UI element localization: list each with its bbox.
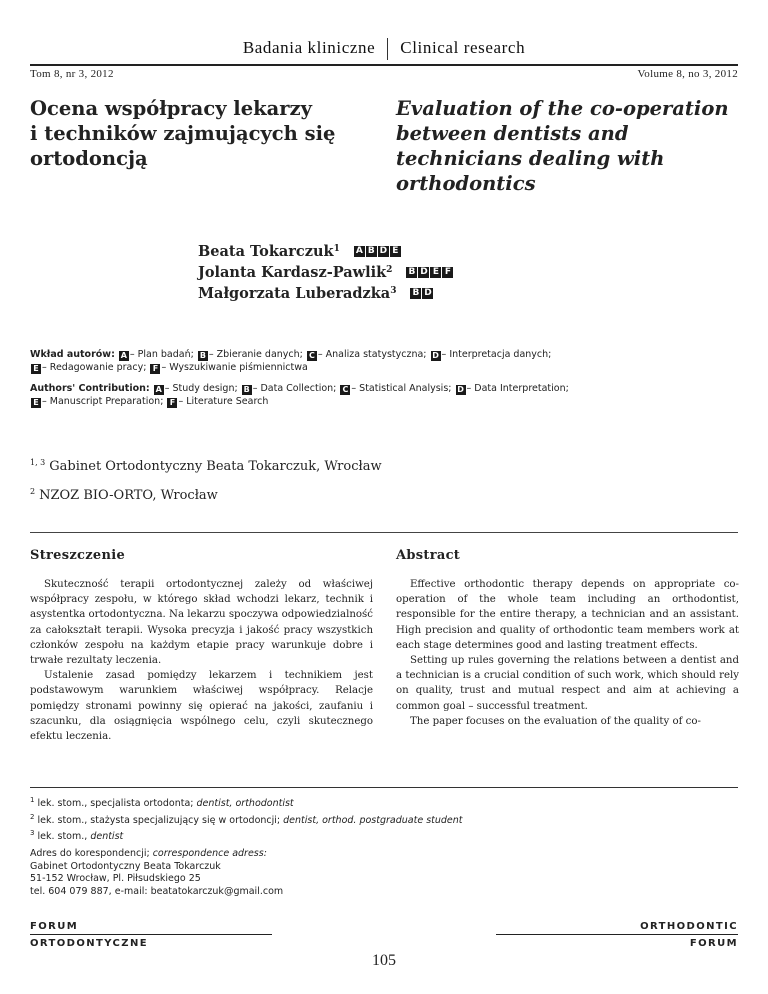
page-number: 105 <box>372 952 396 969</box>
author-1 <box>198 238 454 259</box>
abstract-body-en: Effective orthodontic therapy depends on appropriate co-operation of the whole team including an orthodontist, responsible for the entire therapy, a technician and an assistant. High precision and quality of orthodontic team members work at each stage determines good and lasting treatment effects. Setting up rules governing the relations between a dentist and a technician is a crucial condition of such work, which should rely on quality, trust and mutual respect and aim at achieving a common goal – successful treatment. The paper focuses on the evaluation of the quality of co- <box>396 579 739 727</box>
contribution-key-badge: C <box>340 385 350 395</box>
author-list <box>198 238 454 301</box>
abstract-body-pl: Skuteczność terapii ortodontycznej zależy od właściwej współpracy zespołu, w którego skład wchodzi lekarz, technik i asystentka ortodontyczna. Na lekarzu spoczywa odpowiedzialność za całokształt terapii. Wysoka precyzja i jakość pracy wszystkich członków zespołu na każdym etapie pracy warunkuje dobre i trwałe rezultaty leczenia. Ustalenie zasad pomiędzy lekarzem i technikiem jest podstawowym warunkiem właściwej współpracy. Relacje pomiędzy stronami powinny się opierać na jakości, zaufaniu i szacunku, dla osiągnięcia wspólnego celu, czyli skutecznego efektu leczenia. <box>30 579 373 743</box>
author-affiliation-mark: 2 <box>386 265 393 275</box>
contribution-lead: Authors' Contribution: <box>30 383 150 394</box>
contribution-key-badge: A <box>155 385 162 394</box>
contribution-key-badge: C <box>307 351 317 361</box>
contribution-key-text: – Analiza statystyczna; <box>317 349 427 360</box>
section-divider <box>30 532 738 533</box>
contribution-badge: D <box>379 246 388 256</box>
contribution-key-text: – Data Collection; <box>252 383 337 394</box>
contribution-key-text: – Wyszukiwanie piśmiennictwa <box>161 362 308 373</box>
contribution-badge: E <box>430 267 441 278</box>
contribution-key-text: – Interpretacja danych; <box>441 349 552 360</box>
contribution-key-badge: F <box>150 364 160 374</box>
contribution-badge: A <box>354 246 365 257</box>
contribution-key-text: – Statistical Analysis; <box>351 383 452 394</box>
contribution-badges <box>406 259 454 280</box>
contribution-key-badge: D <box>432 351 439 360</box>
author-affiliation-mark: 1 <box>333 244 340 254</box>
title-polish: Ocena współpracy lekarzy i techników zajmujących się ortodoncją <box>30 97 336 170</box>
author-contribution-pl <box>30 348 738 374</box>
contribution-key-text: – Manuscript Preparation; <box>42 396 164 407</box>
contribution-key-badge: B <box>199 351 206 360</box>
contribution-badges <box>410 280 434 301</box>
abstract-heading-pl: Streszczenie <box>30 548 126 563</box>
contribution-key-text: – Literature Search <box>178 396 269 407</box>
footnote-rule <box>30 787 738 788</box>
header-rule <box>30 64 738 66</box>
contribution-key-badge: B <box>243 385 250 394</box>
contribution-key-badge: F <box>167 398 177 408</box>
header-divider <box>387 38 388 60</box>
contribution-badge: D <box>424 288 432 298</box>
issue-info-pl: Tom 8, nr 3, 2012 <box>30 68 114 80</box>
author-2 <box>198 259 454 280</box>
contribution-key-text: – Plan badań; <box>129 349 194 360</box>
contribution-key-badge: E <box>31 364 41 374</box>
footnote-3: $^3$ lek. stom., dentist <box>30 829 124 842</box>
contribution-badge: B <box>406 267 417 278</box>
journal-name-pl-line1: FORUM <box>30 921 79 932</box>
section-label-en: Clinical research <box>400 38 526 57</box>
author-affiliation-mark: 3 <box>390 286 397 296</box>
title-english: Evaluation of the co-operation between dentists and technicians dealing with orthodontics <box>396 97 729 195</box>
contribution-badge: E <box>390 246 401 257</box>
author-name: Jolanta Kardasz-Pawlik <box>198 264 387 281</box>
contribution-badges <box>354 238 402 259</box>
contribution-key-badge: A <box>120 351 127 360</box>
footnote-1: $^1$ lek. stom., specjalista ortodonta; dentist, orthodontist <box>30 796 294 809</box>
journal-name-en-line1: ORTHODONTIC <box>640 921 738 932</box>
author-contribution-en <box>30 382 738 408</box>
author-3 <box>198 280 454 301</box>
section-header <box>0 38 768 60</box>
footer-rule-right <box>496 934 738 935</box>
contribution-badge: D <box>420 267 428 277</box>
affiliation-2: $^2$ NZOZ BIO-ORTO, Wrocław <box>30 487 218 503</box>
abstract-heading-en: Abstract <box>396 548 461 563</box>
contribution-key-badge: E <box>31 398 41 408</box>
contribution-key-badge: D <box>457 385 464 394</box>
contribution-lead: Wkład autorów: <box>30 349 115 360</box>
contribution-badge: B <box>366 246 377 257</box>
journal-name-pl-line2: ORTODONTYCZNE <box>30 938 148 949</box>
contribution-key-text: – Data Interpretation; <box>466 383 569 394</box>
author-name: Małgorzata Luberadzka <box>198 285 391 302</box>
issue-info-en: Volume 8, no 3, 2012 <box>637 68 738 80</box>
contribution-badge: F <box>442 267 453 278</box>
footer-rule-left <box>30 934 272 935</box>
journal-name-en-line2: FORUM <box>689 938 738 949</box>
contribution-key-text: – Zbieranie danych; <box>208 349 303 360</box>
author-name: Beata Tokarczuk <box>198 243 334 260</box>
contribution-key-text: – Study design; <box>164 383 238 394</box>
correspondence-contact: tel. 604 079 887, e-mail: beatatokarczuk@gmail.com <box>30 885 284 897</box>
footnotes <box>30 794 738 844</box>
footnote-2: $^2$ lek. stom., stażysta specjalizujący się w ortodoncji; dentist, orthod. postgraduate student <box>30 812 463 826</box>
section-label-pl: Badania kliniczne <box>242 38 376 57</box>
contribution-key-text: – Redagowanie pracy; <box>42 362 147 373</box>
correspondence-address: Adres do korespondencji; correspondence adress: Gabinet Ortodontyczny Beata Tokarczuk 51-152 Wrocław, Pl. Piłsudskiego 25 tel. 604 079 887, e-mail: beatatokarczuk@gmail.com <box>30 848 284 897</box>
affiliation-1: $^{1, 3}$ Gabinet Ortodontyczny Beata Tokarczuk, Wrocław <box>30 458 382 474</box>
contribution-badge: B <box>410 288 421 299</box>
